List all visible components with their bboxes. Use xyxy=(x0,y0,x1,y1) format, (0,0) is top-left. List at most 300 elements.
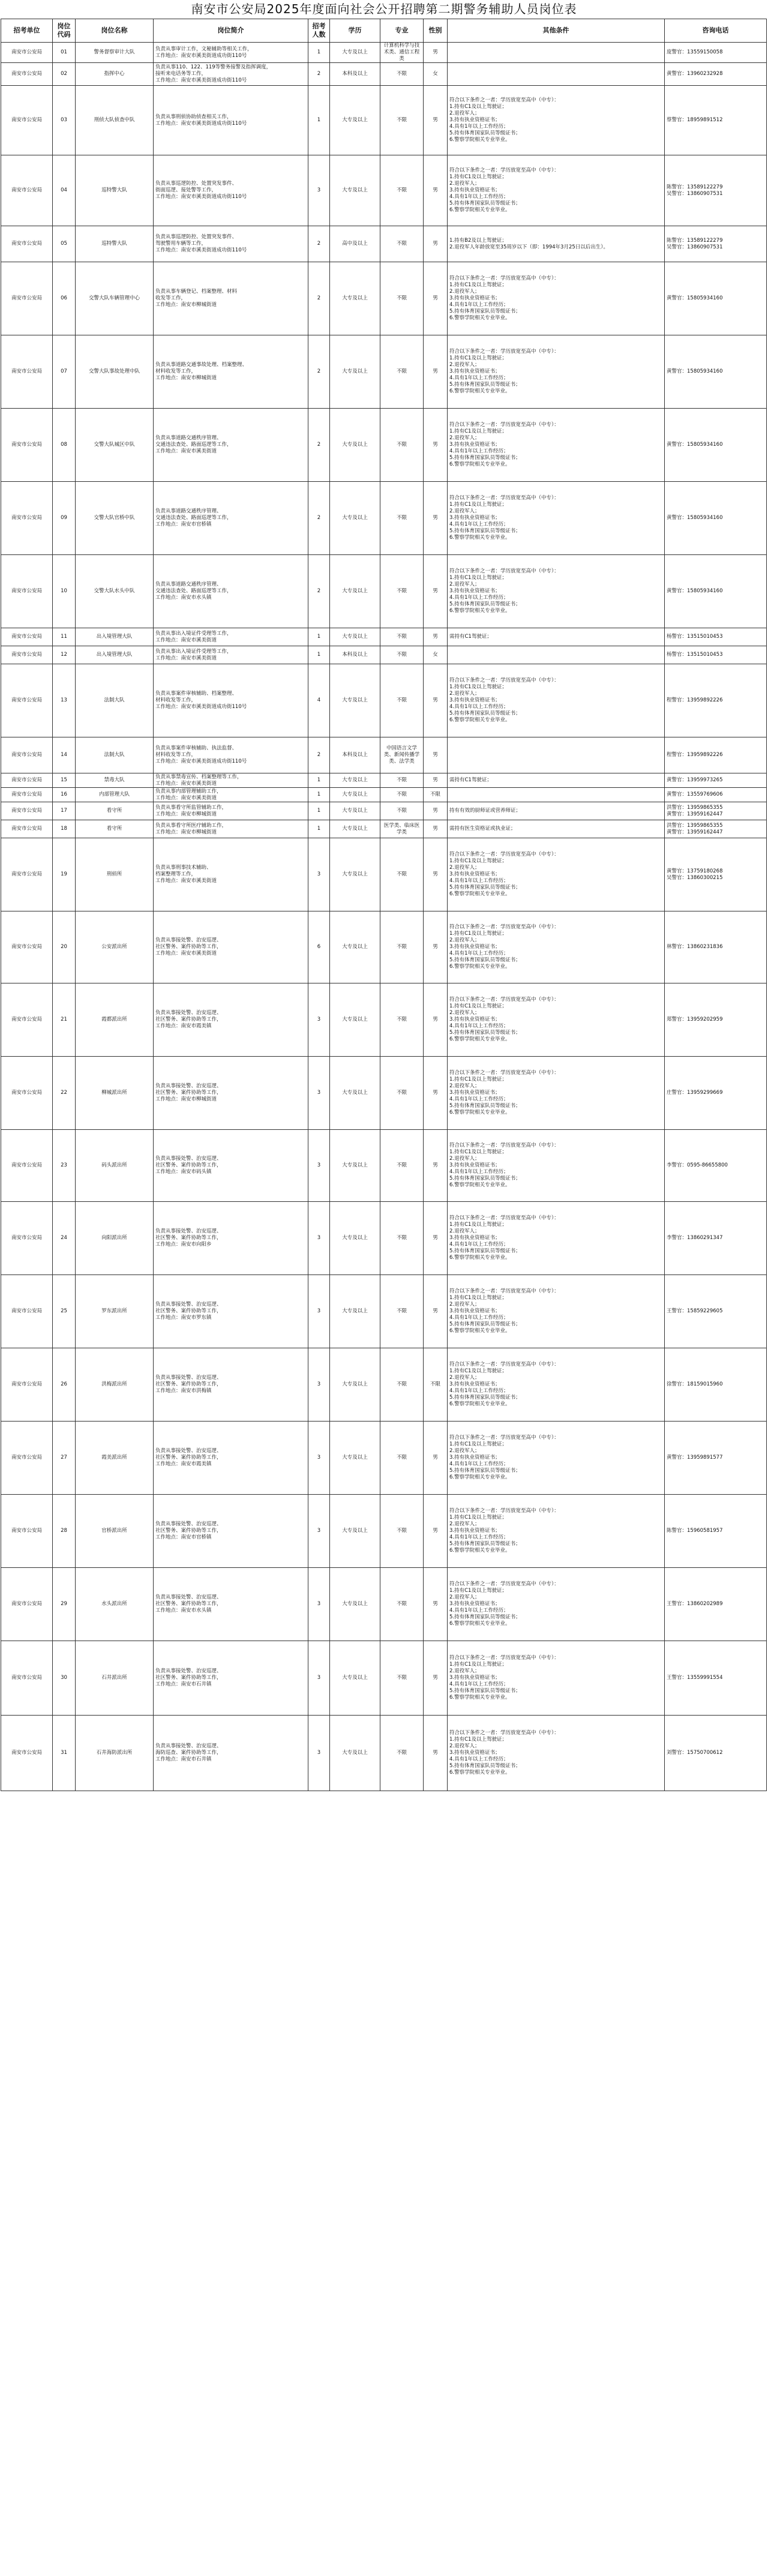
table-row xyxy=(1,1057,767,1130)
cell-name: 指挥中心 xyxy=(76,63,154,86)
req-line: 4.具有1年以上工作经历； xyxy=(449,950,509,956)
cell-gender: 不限 xyxy=(424,1348,448,1422)
req-line: 4.具有1年以上工作经历； xyxy=(449,1388,509,1394)
req-line: 2.退役军人； xyxy=(449,1448,480,1454)
req-line: 3.持有执业资格证书； xyxy=(449,368,500,374)
cell-req xyxy=(448,226,665,262)
req-line: 1.持有C1及以上驾驶证； xyxy=(449,858,507,864)
cell-req xyxy=(448,1495,665,1568)
cell-count: 1 xyxy=(308,86,330,155)
cell-unit: 南安市公安局 xyxy=(1,1348,53,1422)
cell-code: 20 xyxy=(53,911,76,983)
req-line: 4.具有1年以上工作经历； xyxy=(449,1096,509,1102)
req-line: 3.持有执业资格证书； xyxy=(449,1308,500,1314)
cell-name: 码头派出所 xyxy=(76,1130,154,1202)
cell-contact xyxy=(665,1422,767,1495)
cell-name: 出入境管理大队 xyxy=(76,646,154,664)
cell-major: 不限 xyxy=(380,1422,424,1495)
cell-contact xyxy=(665,1057,767,1130)
positions-table xyxy=(1,19,767,1791)
req-line: 符合以下条件之一者：学历放宽至高中（中专）： xyxy=(449,275,559,281)
req-line: 符合以下条件之一者：学历放宽至高中（中专）： xyxy=(449,1215,559,1221)
cell-code: 26 xyxy=(53,1348,76,1422)
cell-edu: 大专及以上 xyxy=(330,1275,380,1348)
cell-code: 27 xyxy=(53,1422,76,1495)
cell-code: 31 xyxy=(53,1716,76,1791)
cell-intro xyxy=(154,226,308,262)
req-line: 需持有C1驾驶证； xyxy=(449,634,492,640)
intro-line: 工作地点：南安市罗东镇 xyxy=(155,1315,212,1321)
cell-count: 3 xyxy=(308,1568,330,1641)
contact-line: 黄警官：13759180268 xyxy=(667,868,723,874)
cell-req xyxy=(448,838,665,911)
contact-line: 黄警官：15805934160 xyxy=(667,588,723,594)
cell-count: 3 xyxy=(308,983,330,1057)
req-line: 3.持有执业资格证书； xyxy=(449,117,500,123)
req-line: 符合以下条件之一者：学历放宽至高中（中专）： xyxy=(449,997,559,1003)
table-row xyxy=(1,646,767,664)
cell-major: 不限 xyxy=(380,838,424,911)
cell-count: 3 xyxy=(308,838,330,911)
cell-req xyxy=(448,983,665,1057)
cell-name: 霞美派出所 xyxy=(76,1422,154,1495)
req-line: 3.持有执业资格证书； xyxy=(449,1601,500,1607)
req-line: 4.具有1年以上工作经历； xyxy=(449,1461,509,1467)
intro-line: 社区警务、案件协助等工作， xyxy=(155,1016,222,1022)
cell-gender: 男 xyxy=(424,820,448,838)
cell-gender: 男 xyxy=(424,409,448,482)
cell-major: 不限 xyxy=(380,788,424,802)
cell-unit: 南安市公安局 xyxy=(1,1716,53,1791)
intro-line: 材料收发等工作， xyxy=(155,697,197,703)
cell-gender: 男 xyxy=(424,838,448,911)
cell-name: 警务督察审计大队 xyxy=(76,43,154,63)
req-line: 符合以下条件之一者：学历放宽至高中（中专）： xyxy=(449,1288,559,1294)
req-line: 1.持有C1及以上驾驶证； xyxy=(449,1662,507,1668)
req-line: 1.持有C1及以上驾驶证； xyxy=(449,1368,507,1374)
cell-code: 25 xyxy=(53,1275,76,1348)
contact-line: 王警官：13860202989 xyxy=(667,1601,723,1607)
req-line: 3.持有执业资格证书； xyxy=(449,1162,500,1168)
cell-edu: 大专及以上 xyxy=(330,262,380,335)
cell-edu: 大专及以上 xyxy=(330,1202,380,1275)
intro-line: 工作地点：南安市溪美街道 xyxy=(155,950,217,956)
req-line: 4.具有1年以上工作经历； xyxy=(449,1169,509,1175)
intro-line: 社区警务、案件协助等工作， xyxy=(155,1455,222,1461)
header-code: 岗位代码 xyxy=(53,19,76,43)
cell-intro xyxy=(154,1422,308,1495)
contact-line: 黄警官：13959891577 xyxy=(667,1455,723,1461)
cell-edu: 大专及以上 xyxy=(330,820,380,838)
cell-name: 官桥派出所 xyxy=(76,1495,154,1568)
cell-gender: 男 xyxy=(424,1130,448,1202)
contact-line: 黄警官：15805934160 xyxy=(667,295,723,301)
cell-intro xyxy=(154,820,308,838)
intro-line: 收发等工作， xyxy=(155,295,187,301)
page-title: 南安市公安局2025年度面向社会公开招聘第二期警务辅助人员岗位表 xyxy=(191,2,577,16)
cell-count: 2 xyxy=(308,409,330,482)
req-line: 符合以下条件之一者：学历放宽至高中（中专）： xyxy=(449,1142,559,1148)
intro-line: 负责从事刑事技术辅助、 xyxy=(155,865,212,871)
cell-contact xyxy=(665,838,767,911)
cell-unit: 南安市公安局 xyxy=(1,86,53,155)
cell-count: 4 xyxy=(308,664,330,737)
cell-gender: 女 xyxy=(424,646,448,664)
header-unit: 招考单位 xyxy=(1,19,53,43)
cell-unit: 南安市公安局 xyxy=(1,802,53,820)
cell-req xyxy=(448,664,665,737)
table-row xyxy=(1,788,767,802)
cell-code: 06 xyxy=(53,262,76,335)
cell-edu: 大专及以上 xyxy=(330,482,380,555)
cell-edu: 大专及以上 xyxy=(330,155,380,226)
cell-req xyxy=(448,773,665,788)
cell-count: 1 xyxy=(308,628,330,646)
req-line: 2.退役军人； xyxy=(449,181,480,187)
table-row xyxy=(1,838,767,911)
table-row xyxy=(1,1495,767,1568)
intro-line: 档案整理等工作， xyxy=(155,871,197,877)
cell-gender: 女 xyxy=(424,63,448,86)
cell-code: 13 xyxy=(53,664,76,737)
cell-intro xyxy=(154,43,308,63)
cell-req xyxy=(448,737,665,773)
cell-contact xyxy=(665,1568,767,1641)
table-row xyxy=(1,86,767,155)
contact-line: 刘警官：15750700612 xyxy=(667,1750,723,1756)
req-line: 3.持有执业资格证书； xyxy=(449,442,500,448)
intro-line: 工作地点：南安市水头镇 xyxy=(155,595,212,601)
cell-code: 18 xyxy=(53,820,76,838)
cell-count: 1 xyxy=(308,646,330,664)
cell-major: 不限 xyxy=(380,1568,424,1641)
cell-req xyxy=(448,482,665,555)
cell-unit: 南安市公安局 xyxy=(1,773,53,788)
cell-major: 不限 xyxy=(380,773,424,788)
cell-gender: 男 xyxy=(424,911,448,983)
cell-major: 医学类、临床医学类 xyxy=(380,820,424,838)
cell-req xyxy=(448,788,665,802)
cell-contact xyxy=(665,155,767,226)
cell-req xyxy=(448,1568,665,1641)
cell-req xyxy=(448,262,665,335)
contact-line: 杨警官：13515010453 xyxy=(667,634,723,640)
cell-name: 交警大队事故处理中队 xyxy=(76,335,154,409)
intro-line: 社区警务、案件协助等工作， xyxy=(155,1090,222,1096)
contact-line: 黄警官：15805934160 xyxy=(667,442,723,448)
contact-line: 洪警官：13959865355 xyxy=(667,804,723,811)
cell-unit: 南安市公安局 xyxy=(1,838,53,911)
req-line: 符合以下条件之一者：学历放宽至高中（中专）： xyxy=(449,1581,559,1587)
cell-req xyxy=(448,155,665,226)
cell-unit: 南安市公安局 xyxy=(1,409,53,482)
intro-line: 负责从事接处警、治安巡逻、 xyxy=(155,937,222,943)
req-line: 2.退役军人； xyxy=(449,362,480,368)
contact-line: 黄警官：13959162447 xyxy=(667,829,723,835)
cell-unit: 南安市公安局 xyxy=(1,1130,53,1202)
intro-line: 负责从事道路交通秩序管理、 xyxy=(155,435,222,441)
req-line: 6.警察学院相关专业毕业。 xyxy=(449,461,511,467)
req-line: 3.持有执业资格证书； xyxy=(449,1675,500,1681)
cell-req xyxy=(448,1422,665,1495)
cell-edu: 大专及以上 xyxy=(330,838,380,911)
intro-line: 交通违法查处、路面巡逻等工作， xyxy=(155,515,232,521)
cell-major: 不限 xyxy=(380,628,424,646)
cell-contact xyxy=(665,646,767,664)
cell-count: 3 xyxy=(308,1422,330,1495)
cell-count: 2 xyxy=(308,335,330,409)
req-line: 符合以下条件之一者：学历放宽至高中（中专）： xyxy=(449,677,559,683)
cell-contact xyxy=(665,1202,767,1275)
intro-line: 材料收发等工作， xyxy=(155,368,197,374)
cell-edu: 本科及以上 xyxy=(330,737,380,773)
cell-unit: 南安市公安局 xyxy=(1,1422,53,1495)
intro-line: 接听来电话务等工作， xyxy=(155,71,207,77)
table-row xyxy=(1,555,767,628)
req-line: 符合以下条件之一者：学历放宽至高中（中专）： xyxy=(449,568,559,574)
req-line: 2.退役军人； xyxy=(449,1083,480,1089)
table-row xyxy=(1,628,767,646)
req-line: 4.具有1年以上工作经历； xyxy=(449,878,509,884)
req-line: 1.持有C1及以上驾驶证； xyxy=(449,355,507,361)
req-line: 符合以下条件之一者：学历放宽至高中（中专）： xyxy=(449,851,559,857)
cell-gender: 男 xyxy=(424,737,448,773)
cell-intro xyxy=(154,802,308,820)
intro-line: 工作地点：南安市石井镇 xyxy=(155,1681,212,1687)
intro-line: 工作地点：南安市溪美街道成功街110号 xyxy=(155,52,247,59)
cell-major: 不限 xyxy=(380,1348,424,1422)
cell-intro xyxy=(154,664,308,737)
contact-line: 黄警官：15805934160 xyxy=(667,515,723,521)
header-major: 专业 xyxy=(380,19,424,43)
cell-unit: 南安市公安局 xyxy=(1,482,53,555)
intro-line: 工作地点：南安市溪美街道成功街110号 xyxy=(155,247,247,253)
intro-line: 负责从事出入境证件受理等工作， xyxy=(155,630,232,637)
cell-intro xyxy=(154,1275,308,1348)
req-line: 1.持有C1及以上驾驶证； xyxy=(449,282,507,288)
cell-unit: 南安市公安局 xyxy=(1,911,53,983)
req-line: 5.持有体育国家队员等级证书； xyxy=(449,1763,521,1769)
cell-name: 巡特警大队 xyxy=(76,155,154,226)
req-line: 2.退役军人； xyxy=(449,865,480,871)
req-line: 1.持有C1及以上驾驶证； xyxy=(449,1515,507,1521)
cell-gender: 男 xyxy=(424,1568,448,1641)
cell-unit: 南安市公安局 xyxy=(1,1568,53,1641)
req-line: 4.具有1年以上工作经历； xyxy=(449,704,509,710)
cell-code: 10 xyxy=(53,555,76,628)
cell-edu: 本科及以上 xyxy=(330,646,380,664)
cell-intro xyxy=(154,1495,308,1568)
intro-line: 交通违法查处、路面巡逻等工作， xyxy=(155,588,232,594)
req-line: 5.持有体育国家队员等级证书； xyxy=(449,884,521,890)
req-line: 4.具有1年以上工作经历； xyxy=(449,375,509,381)
cell-code: 30 xyxy=(53,1641,76,1716)
cell-intro xyxy=(154,155,308,226)
cell-major: 计算机科学与技术类、通信工程类 xyxy=(380,43,424,63)
cell-count: 3 xyxy=(308,1130,330,1202)
cell-code: 14 xyxy=(53,737,76,773)
req-line: 符合以下条件之一者：学历放宽至高中（中专）： xyxy=(449,1508,559,1514)
cell-edu: 大专及以上 xyxy=(330,1422,380,1495)
cell-gender: 男 xyxy=(424,226,448,262)
intro-line: 街面巡逻、接处警等工作， xyxy=(155,187,217,193)
req-line: 6.警察学院相关专业毕业。 xyxy=(449,1621,511,1627)
req-line: 4.具有1年以上工作经历； xyxy=(449,1315,509,1321)
cell-edu: 大专及以上 xyxy=(330,1641,380,1716)
cell-name: 出入境管理大队 xyxy=(76,628,154,646)
intro-line: 负责从事道路交通秩序管理、 xyxy=(155,508,222,514)
contact-line: 程警官：13959892226 xyxy=(667,752,723,758)
intro-line: 工作地点：南安市溪美街道 xyxy=(155,655,217,661)
cell-req xyxy=(448,1275,665,1348)
cell-contact xyxy=(665,1495,767,1568)
cell-count: 3 xyxy=(308,1202,330,1275)
cell-unit: 南安市公安局 xyxy=(1,1641,53,1716)
req-line: 2.退役军人； xyxy=(449,110,480,116)
intro-line: 海防巡查、案件协助等工作， xyxy=(155,1750,222,1756)
cell-req xyxy=(448,409,665,482)
intro-line: 负责从事接处警、治安巡逻、 xyxy=(155,1156,222,1162)
cell-edu: 大专及以上 xyxy=(330,802,380,820)
intro-line: 工作地点：南安市石井镇 xyxy=(155,1756,212,1762)
cell-major: 不限 xyxy=(380,409,424,482)
cell-name: 法制大队 xyxy=(76,664,154,737)
cell-req xyxy=(448,63,665,86)
cell-intro xyxy=(154,911,308,983)
cell-gender: 男 xyxy=(424,335,448,409)
intro-line: 负责从事接处警、治安巡逻、 xyxy=(155,1083,222,1089)
req-line: 5.持有体育国家队员等级证书； xyxy=(449,1614,521,1620)
cell-intro xyxy=(154,983,308,1057)
cell-intro xyxy=(154,335,308,409)
req-line: 3.持有执业资格证书； xyxy=(449,187,500,193)
cell-gender: 男 xyxy=(424,664,448,737)
cell-code: 28 xyxy=(53,1495,76,1568)
cell-major: 不限 xyxy=(380,555,424,628)
req-line: 符合以下条件之一者：学历放宽至高中（中专）： xyxy=(449,167,559,173)
table-row xyxy=(1,1275,767,1348)
req-line: 3.持有执业资格证书； xyxy=(449,1235,500,1241)
contact-line: 吴警官：13860907531 xyxy=(667,244,723,250)
req-line: 1.持有C1及以上驾驶证； xyxy=(449,1737,507,1743)
cell-edu: 本科及以上 xyxy=(330,63,380,86)
table-row xyxy=(1,155,767,226)
table-row xyxy=(1,1348,767,1422)
cell-contact xyxy=(665,335,767,409)
header-gender: 性别 xyxy=(424,19,448,43)
contact-line: 林警官：13860231836 xyxy=(667,944,723,950)
req-line: 6.警察学院相关专业毕业。 xyxy=(449,717,511,723)
req-line: 2.退役军人； xyxy=(449,691,480,697)
req-line: 4.具有1年以上工作经历； xyxy=(449,302,509,308)
cell-name: 向阳派出所 xyxy=(76,1202,154,1275)
cell-edu: 大专及以上 xyxy=(330,788,380,802)
contact-line: 徐警官：18159015960 xyxy=(667,1381,723,1387)
cell-code: 24 xyxy=(53,1202,76,1275)
cell-name: 水头派出所 xyxy=(76,1568,154,1641)
cell-intro xyxy=(154,646,308,664)
intro-line: 工作地点：南安市官桥镇 xyxy=(155,1534,212,1540)
intro-line: 负责从事接处警、治安巡逻、 xyxy=(155,1302,222,1308)
cell-name: 交警大队车辆管理中心 xyxy=(76,262,154,335)
req-line: 符合以下条件之一者：学历放宽至高中（中专）： xyxy=(449,97,559,103)
contact-line: 郑警官：13959202959 xyxy=(667,1016,723,1022)
cell-code: 19 xyxy=(53,838,76,911)
cell-contact xyxy=(665,628,767,646)
cell-count: 2 xyxy=(308,226,330,262)
req-line: 3.持有执业资格证书； xyxy=(449,295,500,301)
cell-gender: 男 xyxy=(424,86,448,155)
cell-unit: 南安市公安局 xyxy=(1,820,53,838)
cell-edu: 大专及以上 xyxy=(330,664,380,737)
cell-code: 15 xyxy=(53,773,76,788)
req-line: 6.警察学院相关专业毕业。 xyxy=(449,1401,511,1407)
cell-req xyxy=(448,335,665,409)
intro-line: 工作地点：南安市洪梅镇 xyxy=(155,1388,212,1394)
cell-req xyxy=(448,1348,665,1422)
cell-major: 不限 xyxy=(380,262,424,335)
req-line: 需持有C1驾驶证； xyxy=(449,777,492,783)
req-line: 6.警察学院相关专业毕业。 xyxy=(449,207,511,213)
intro-line: 材料收发等工作， xyxy=(155,752,197,758)
cell-gender: 男 xyxy=(424,155,448,226)
intro-line: 社区警务、案件协助等工作， xyxy=(155,1308,222,1314)
cell-code: 09 xyxy=(53,482,76,555)
req-line: 3.持有执业资格证书； xyxy=(449,1528,500,1534)
req-line: 5.持有体育国家队员等级证书； xyxy=(449,382,521,388)
cell-contact xyxy=(665,63,767,86)
intro-line: 社区警务、案件协助等工作， xyxy=(155,1162,222,1168)
intro-line: 负责从事车辆登记、档案整理、材料 xyxy=(155,289,238,295)
cell-gender: 男 xyxy=(424,983,448,1057)
table-row xyxy=(1,226,767,262)
cell-edu: 大专及以上 xyxy=(330,773,380,788)
cell-count: 2 xyxy=(308,482,330,555)
cell-name: 看守所 xyxy=(76,820,154,838)
table-body xyxy=(1,43,767,1791)
cell-intro xyxy=(154,63,308,86)
cell-code: 08 xyxy=(53,409,76,482)
cell-unit: 南安市公安局 xyxy=(1,1202,53,1275)
cell-intro xyxy=(154,737,308,773)
cell-count: 2 xyxy=(308,555,330,628)
intro-line: 负责从事看守所监管辅助工作， xyxy=(155,804,227,811)
cell-code: 29 xyxy=(53,1568,76,1641)
intro-line: 工作地点：南安市溪美街道成功街110号 xyxy=(155,704,247,710)
req-line: 6.警察学院相关专业毕业。 xyxy=(449,891,511,897)
cell-count: 1 xyxy=(308,820,330,838)
intro-line: 负责从事道路交通事故处理、档案整理、 xyxy=(155,362,248,368)
cell-code: 17 xyxy=(53,802,76,820)
cell-req xyxy=(448,1716,665,1791)
req-line: 5.持有体育国家队员等级证书； xyxy=(449,528,521,534)
intro-line: 工作地点：南安市溪美街道 xyxy=(155,878,217,884)
cell-count: 1 xyxy=(308,788,330,802)
intro-line: 工作地点：南安市霞美镇 xyxy=(155,1023,212,1029)
req-line: 1.持有C1及以上驾驶证； xyxy=(449,1076,507,1082)
contact-line: 陈警官：13589122279 xyxy=(667,237,723,244)
req-line: 4.具有1年以上工作经历； xyxy=(449,595,509,601)
cell-unit: 南安市公安局 xyxy=(1,555,53,628)
header-name: 岗位名称 xyxy=(76,19,154,43)
cell-unit: 南安市公安局 xyxy=(1,664,53,737)
header-contact: 咨询电话 xyxy=(665,19,767,43)
table-row xyxy=(1,773,767,788)
req-line: 2.退役军人； xyxy=(449,1668,480,1674)
req-line: 4.具有1年以上工作经历； xyxy=(449,124,509,130)
intro-line: 社区警务、案件协助等工作， xyxy=(155,1675,222,1681)
req-line: 5.持有体育国家队员等级证书； xyxy=(449,308,521,314)
